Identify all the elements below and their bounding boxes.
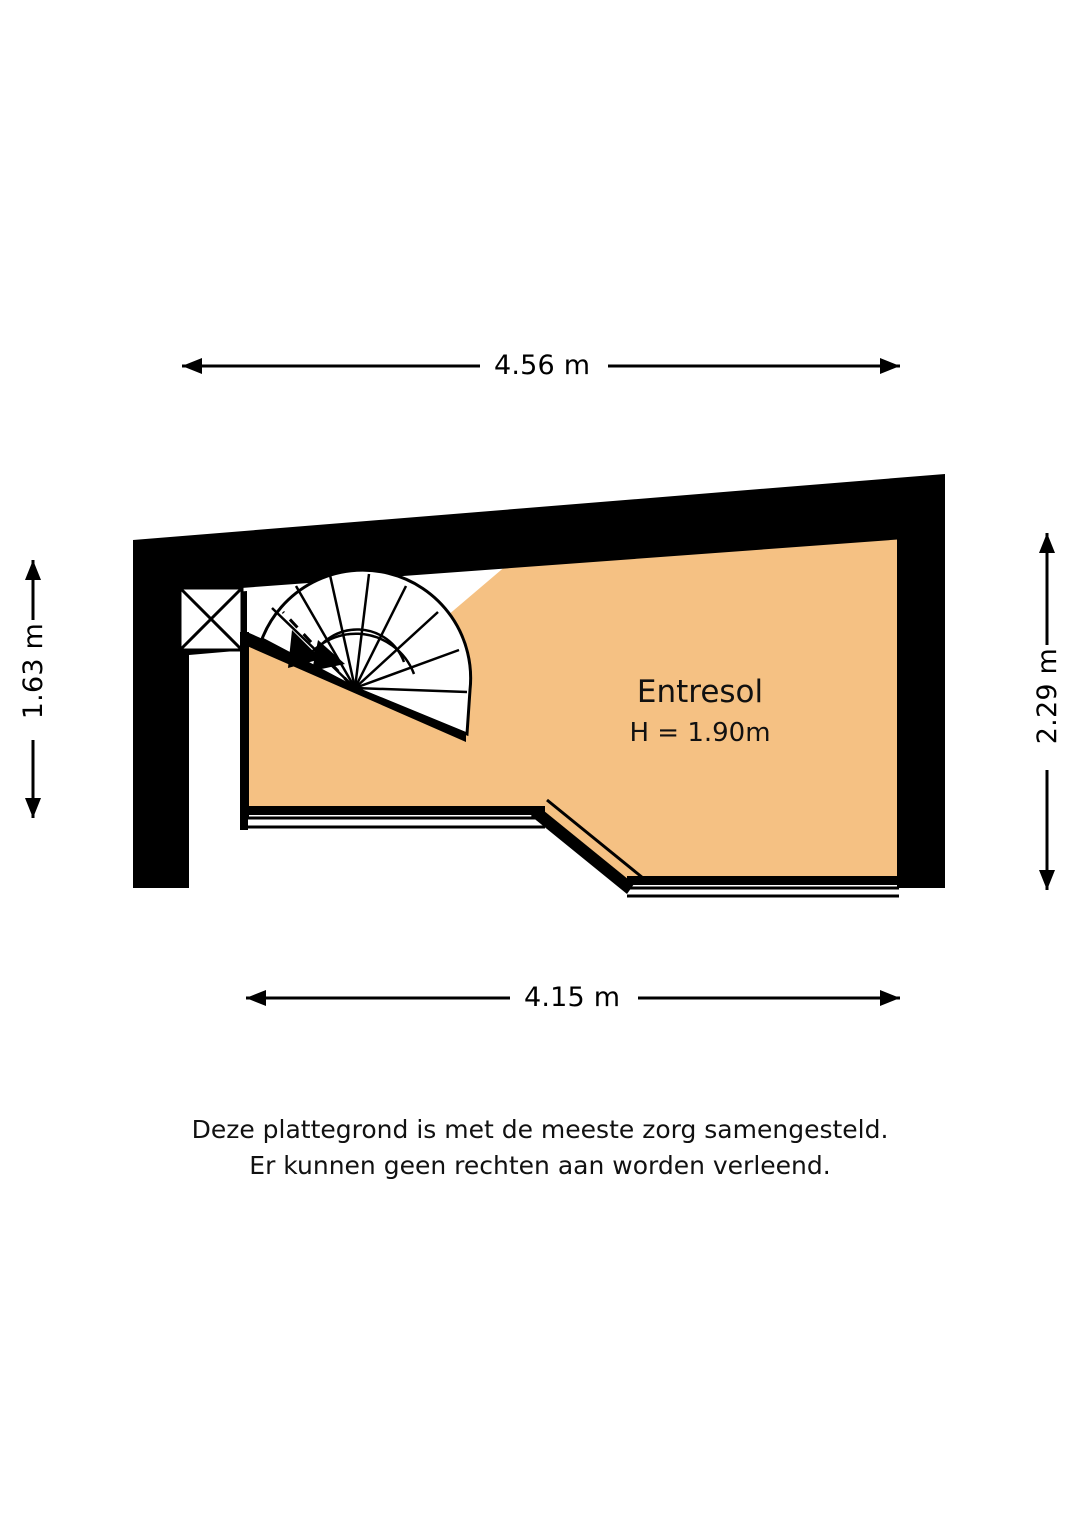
dimension-right-label: 2.29 m <box>1032 648 1063 745</box>
dimension-top-label: 4.56 m <box>494 350 591 381</box>
disclaimer-line-2: Er kunnen geen rechten aan worden verleend. <box>249 1151 831 1181</box>
disclaimer-line-1: Deze plattegrond is met de meeste zorg samengesteld. <box>191 1115 889 1144</box>
room-height: H = 1.90m <box>629 717 771 748</box>
room-label-entresol <box>545 675 855 750</box>
dimension-bottom-label: 4.15 m <box>524 982 621 1013</box>
dimension-left-label: 1.63 m <box>18 623 49 720</box>
disclaimer <box>0 1112 1080 1185</box>
room-name: Entresol <box>636 674 764 710</box>
